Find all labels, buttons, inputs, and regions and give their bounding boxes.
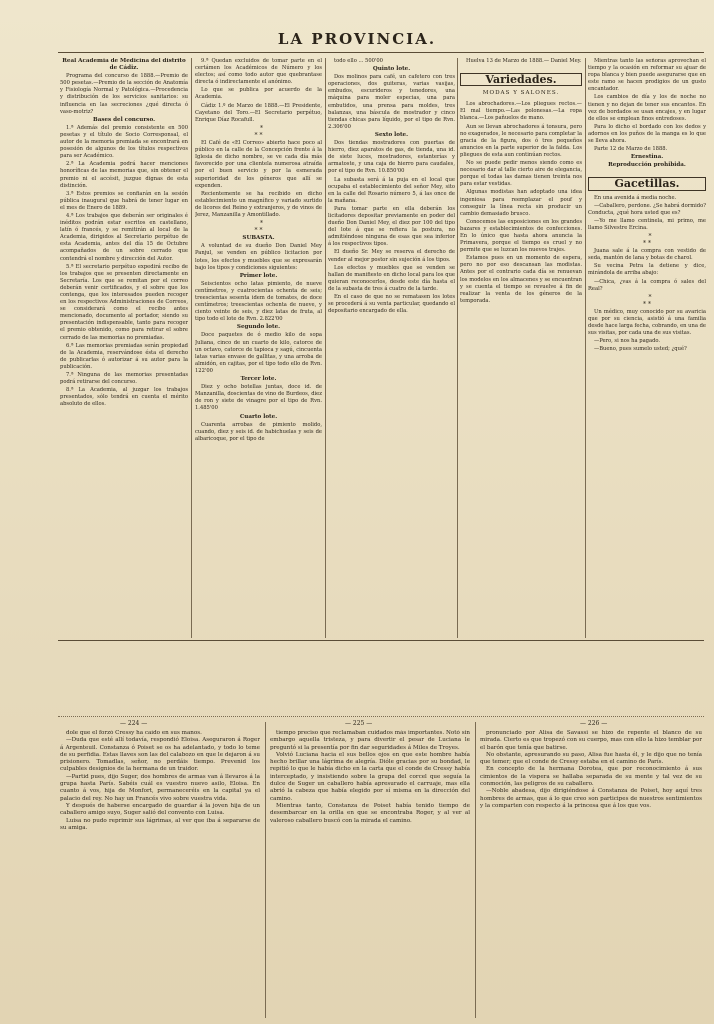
paragraph: Seiscientos ocho latas pimiento, de nueve centímetros, y cuatrocientas ochenta de seis; treescientas sesenta idem de tomates, de doce centímetros; treescientas ochenta de nueve, y ciento veinte de seis, y diez latas de fruta, al tipo todo el lote de Rvn. 2.822'00 [195,280,322,323]
lot-heading: Primer lote. [239,272,278,279]
paragraph: Diez y ocho botellas juntas, doce id. de Manzanilla, doscientas de vino de Burdeos, diez de ron y siete de vinagre por el tipo de Rvn. 1.485'00 [195,384,322,412]
paragraph: —Caballero, perdone. ¿Se habrá dormido? Conducta, ¿qué hora usted que es? [588,202,706,216]
paragraph: 4.ª Los trabajos que deberán ser originales é inéditos podrán estar escritos en castellano, latín ó francés, y se remitirán al local de la Academia, dirigidos al Secretario perpétuo de esta Academia, antes del día 15 de Octubre acompañados de un sobre cerrado que contendrá el nombre y dirección del Autor. [60,212,188,262]
column-3 [328,58,455,638]
column-4 [460,58,582,638]
paragraph: Programa del concurso de 1888.—Premio de 500 pesetas.—Premio de la sección de Anatomía y Fisiología Normal y Patológica.—Procedencia y distribución de los servicios sanitarios: su influencia en las secreciones ¿qué directa ó vaso-motriz? [60,73,188,115]
paragraph: —Yo me llamo centinela, mi primo, me llamo Silvestre Ercina. [588,217,706,231]
column-1-heading: Real Academia de Medicina del distrito de Cádiz. [62,58,186,72]
lot-heading: Segundo lote. [236,324,281,331]
paragraph: En el caso de que no se rematasen los lotes se procederá á su venta particular, quedando el depositario encargado de ella. [328,294,455,315]
paragraph: Estamos pues en un momento de espera, pero no por eso descansan las modistas. Antes por el contrario cada día se renuevan los modelos en los almacenes y se encuentran y se cuenta el tiempo se revuelve á fin de realizar la venta de los géneros de la temporada. [460,255,582,304]
paragraph: 5.ª El secretario perpétuo expedirá recibo de los trabajos que se presenten directamente en Secretaría. Los que se remitan por el correo deberán venir certificados, y el sobre que los contenga, que los interesados pueden recoger en los respectivos Administraciones de Correos, se considerará como el recibo antes mencionado, documento al portador, siendo su presentación indispensable, tanto para recoger el premio obtenido, como para retirar el sobre cerrado de las memorias no premiadas. [60,263,188,341]
lot-heading: Cuarto lote. [239,413,278,420]
subasta-heading: SUBASTA. [242,235,275,242]
paragraph: Dos tiendas mostradores con puertas de hierro, diez aparatos de gas, de tienda, una id. de siete luces, mostradores, estanterías y armatoste, y una caja de hierro para caudales, por el tipo de Rvn. 10.850'00 [328,140,455,175]
paragraph: 3.ª Estos premios se confiarán en la sesión pública inaugural que habrá de tener lugar en el mes de Enero de 1889. [60,190,188,211]
paragraph: Algunas modistas han adoptado una idea ingeniosa para reemplazar el pouf y conseguir la línea recta sin producir un cambio demasiado brusco. [460,189,582,217]
paragraph: Mientras tanto las señoras aprovechan el tiempo y la ocasión en reformar su ajuar de ropa blanca y bien puede asegurarse que en este ramo se hacen prodigios de un gusto encantador. [588,58,706,93]
paragraph: pronunciado por Alisa de Savassi se hizo de repente el blanco de su mirada. Cierto es que tropezó con su cuerpo, mas con ello la hizo temblar por el barón que tenía que batirse. [480,730,702,751]
paragraph: Conocemos las exposiciones en los grandes bazares y establecimientos de confecciones. En lo único que hasta ahora anuncia la Primavera, porque el tiempo es cruel y no permite que se luzcan los nuevos trajes. [460,218,582,254]
paragraph: El dueño Sr. Mey se reserva el derecho de vender al mejor postor sin sujeción á los tipos. [328,249,455,263]
paragraph: Mientras tanto, Constanza de Poiset había tenido tiempo de desembarcar en la orilla en que se encontraba Roger, y al ver al valeroso caballero buscó con la mirada el camino. [270,802,470,824]
section-rule [58,640,704,641]
page-number: — 226 — [580,720,608,727]
paragraph: 1.ª Además del premio consistente en 500 pesetas y el título de Socio Corresponsal, el autor de la memoria premiada se encontrará en posesión de algunos de los títulos respectivos para ser Académico. [60,124,188,160]
paragraph: Doce paquetes de ó medio kilo de sopa Juliana, cinco de un cuarto de kilo, catorce de un octavo, catorce de tapioca y sagú, cincuenta latas varias envase de gallitas, y una arroba de almidón, en cajitas, por el tipo todo ello de Rvn. 122'00 [195,332,322,374]
column-rule [325,58,326,638]
reproduction-note: Reproducción prohibida. [608,162,686,169]
paragraph: —Noble abadesa, dijo dirigiéndose á Constanza de Poiset, hoy aquí tres hombres de armas, que á lo que creo son participes de nuestros sentimientos y la comparten con respecto á la princesa que á los que vos. [480,788,702,809]
paragraph: La subasta será á la puja en el local que ocupaba el establecimiento del señor Mey, sito en la calle del Rosario número 5, á las once de la mañana. [328,176,455,204]
folletin-column-3 [480,730,702,1018]
paragraph: Cuarenta arrobas de pimiento molido, cuando, diez y seis id. de habichuelas y seis de albaricoque, por el tipo de [195,421,322,442]
dateline: Huelva 13 de Marzo de 1888.— Daniel Mey. [466,58,582,64]
paragraph: Recientemente se ha recibido en dicho establecimiento un magnífico y variado surtido de licores del Reino y extranjeros, y de vinos de Jerez, Manzanilla y Amontillado. [195,190,322,218]
signature: Ernestina. [630,154,664,161]
paragraph: 8.ª La Academia, al juzgar los trabajos presentados, sólo tendrá en cuenta el mérito absoluto de ellos. [60,387,188,408]
folletin-column-2 [270,730,470,1018]
section-subtitle: MODAS Y SALONES. [482,90,560,97]
folletin-column-1 [60,730,260,1018]
paragraph: Luisa no pudo reprimir sus lágrimas, al ver que iba á separarse de su amiga. [60,817,260,831]
column-rule [585,58,586,638]
paragraph: Cádiz 1.º de Marzo de 1888.—El Presidente, Cayetano del Toro.—El Secretario perpétuo, Enrique Díaz Rocafull. [195,102,322,123]
section-title-variedades: Variedades. [460,73,582,86]
header-rule [58,52,704,53]
paragraph: Aun se llevan abrochadores á tonsura, pero no exagerados, le necesario para completar la gracia de la figura, dos ó tres pequeños anuncios en la parte superior de la falda. Los pliegues de esta aun continúan rectos. [460,123,582,158]
paragraph: Para lo dicho el bordado con los dedos y adornos en los puños de la manga es lo que se lleva ahora. [588,123,706,145]
masthead: LA PROVINCIA. [277,30,437,48]
paragraph: Para tomar parte en ella deberán los licitadores depositar previamente en poder del dueño Don Daniel Mey, el diez por 100 del tipo del lote á que se refiera la postura, no admitiéndose ninguna de esas que sea inferior á los respectivos tipos. [328,205,455,248]
paragraph: En concepto de la hermana Dorotea, que por reconocimiento á sus cimientos de la vispera se hallaba separada de su mente y tal vez de su conmoción, las peligros de su caballero. [480,766,702,788]
column-rule [475,722,476,1018]
paragraph: A voluntad de su dueño Don Daniel Mey Panjul, se venden en público licitacion por lotes, los efectos y muebles que se expresarán bajo los tipos y condiciones siguientes: [195,243,322,271]
paragraph: Los efectos y muebles que se venden se hallan de manifiesto en dicho local para los que quieran reconocerlos, desde este día hasta el de la subasta de tres á cuatro de la tarde. [328,264,455,292]
paragraph: Bases del concurso. [92,116,156,123]
section-title-gacetillas: Gacetillas. [588,177,706,190]
paragraph: Parte 12 de Marzo de 1888. [594,146,668,153]
paragraph: 7.ª Ninguna de las memorias presentadas podrá retirarse del concurso. [60,372,188,386]
lot-heading: Sexto lote. [374,131,409,138]
separator-asterisks: * * * [643,293,652,308]
paragraph: —Chica, ¿vas á la compra ó sales del Real? [588,278,706,292]
paragraph: En una avenida á media noche. [594,194,677,201]
paragraph: —Bueno, pues sumelo usted; ¿qué? [594,346,687,353]
folletin-rule [58,716,704,717]
separator-asterisks: * * * [254,220,263,235]
paragraph: tiempo preciso que reclamaban cuidados más importantes. Notó sin embargo aquella tristeza, y para divertir el pesar de Luciana le preguntó si la presentía por fin dar seguridades á Miles de Troyes. [270,730,470,751]
paragraph: dole que el forzó Cressy ha caído en sus manos. [66,730,202,736]
paragraph: No se puede pedir menos siendo como es necesario dar al talle cierto aire de elegancia, porque el todas las damas tienen treinta nos para estar vestidas. [460,160,582,188]
paragraph: —Partid pues, dijo Suger, dos hombres de armas van á llevaros á la grupa hasta París. Sabéis cuál es vuestro nuevo asilo, Eloisa. En cuanto á vos, hija de Monfort, permaneceréis en la capital ya el palacio del rey. No hay un Francés vivo sobre vuestra vida. [60,773,260,802]
column-2 [195,58,322,638]
lot-heading: Tercer lote. [240,376,277,383]
paragraph: Los cambios de día y los de noche no tienen y no dejan de tener sus encantos. En vez de bordados se usan encajes, y en lugar de ellos se emplean finos entredoses. [588,94,706,122]
separator-asterisks: * * * [254,124,263,139]
paragraph: Su vecina Petra la detiene y dice, mirándola de arriba abajo: [588,263,706,277]
paragraph: —Pero, si nos ha pagado. [594,338,661,345]
paragraph: Volvió Luciana hacia el sus bellos ojos en que este hombre había hecho brillar una lágrima de alegría. Dióle gracias por su bondad, le repitió lo que le había dicho en la carta que el conde de Cressy había interceptado, y insistiendo sobre la grupa del corcel que seguía la dulce de Suger un caballero había apresurado el carruaje, mas ella abrió la cabeza que había elegido por sí misma en la dirección del camino. [270,751,470,802]
paragraph: Juana sale á la compra con vestido de seda, mantón de lana y botas de charol. [588,248,706,262]
paragraph: Dos molinos para café, un cafetero con tres operaciones, dos guiteras, varias vasijas, embudos, escurideros y tenedores, una máquina para moler especias, una para embutidos, una prensa para moldes, tres balanzas, una báscula de mostrador y cinco tiendas chicas para líquido, por el tipo de Rvn. 2.306'00 [328,74,455,130]
paragraph: Y después de haberse encargado de guardar á la joven hija de un caballero amigo suyo, Suger salió del convento con Luisa. [60,802,260,817]
paragraph: 9.ª Quedan excluidos de tomar parte en el certámen los Académicos de Número y los electos; así como todo autor que quebrantase directa ó indirectamente el anónimo. [195,58,322,86]
paragraph: Un médico, muy conocido por su avaricia que por su ciencia, asistió á una familia desde hace larga fecha, cobrando, en una de sus visitas, por cada una de sus visitas. [588,308,706,337]
column-rule [191,58,192,638]
column-1 [60,58,188,638]
paragraph: Lo que se publica por acuerdo de la Academia. [195,87,322,101]
paragraph: todo ello ... 500'00 [334,58,383,64]
page-number: — 224 — [120,720,148,727]
paragraph: 2.ª La Academia podrá hacer menciones honoríficas de las memorias que, sin obtener el premio ni el accésit, juzgue dignas de esta distinción. [60,161,188,189]
paragraph: Los abrochadores.—Los pliegues rectos.—El mal tiempo.—Las polonesas.—La ropa blanca.—Los pañuelos de mano. [460,101,582,122]
page-number: — 225 — [345,720,373,727]
column-5 [588,58,706,638]
paragraph: No obstante, apresurando su paso, Alisa fue hasta él, y le dijo que no tenía que temer; que el conde de Cressy estaba en el camino de París. [480,751,702,766]
lot-heading: Quinto lote. [372,66,411,73]
paragraph: 6.ª Las memorias premiadas serán propiedad de la Academia, reservándose ésta el derecho de publicarlas ó autorizar á su autor para la publicación. [60,342,188,370]
paragraph: El Café de «El Correo» abierto hace poco al público en la calle de la Concepción frente á la Iglesia de dicho nombre, se ve cada día más favorecido por una clientela numerosa atraída por el buen servicio y por la esmerada superioridad de los géneros que allí se expenden. [195,140,322,189]
column-rule [457,58,458,638]
paragraph: —Duda que esté allí todavía, respondió Eloisa. Aseguraron á Roger á Argenteuil. Constanza ó Poiset se os ha adelantado, y todo lo teme de su perfidia. Estas llaves son las del calabozo en que le dejaron á su prisionero. Tomadlas, señor, no perdáis tiempo. Prevenid los culpables designios de la hermana de un traidor. [60,737,260,773]
separator-asterisks: * * * [643,232,652,248]
column-rule [265,722,266,1018]
